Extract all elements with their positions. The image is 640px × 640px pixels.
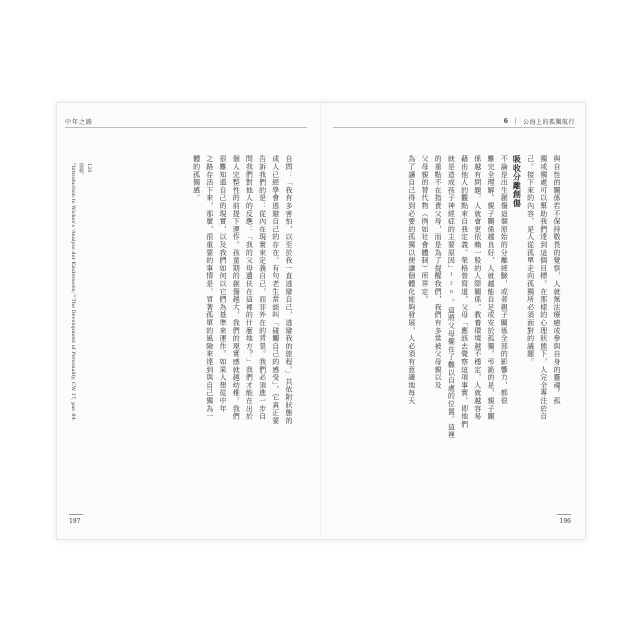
header-separator: | <box>514 118 517 125</box>
right-page-number: 196 <box>559 518 571 525</box>
left-footer-rule <box>69 514 83 515</box>
right-header-rule <box>333 127 575 128</box>
text-line: 問我們對他人的反應：「我的父母遺伕在這裡的什麼地方？」我們才能在出於 <box>245 155 254 421</box>
text-line: 告訴我們的是：從內在現實來定義自己，而非外在的背景。我們必須進一步自 <box>258 155 267 421</box>
footnote-source: 榮格， <box>78 163 84 178</box>
left-running-head: 中年之路 <box>65 119 94 126</box>
text-line: 很難知道自己的現實，以及我們如何以它們為基準來運作。如果人想從中年 <box>218 155 227 413</box>
right-running-head <box>504 117 575 126</box>
text-line: 之路存活下來，那麼，很重要的事情是，冒著孤單的風險來達到與自己獨為一 <box>205 155 214 421</box>
text-line: 個人完整性的前提下運作。孩童期的創傷越大，我們的現實感就越幼稚。我們 <box>232 155 241 421</box>
footnote-number: 120 <box>86 163 92 173</box>
book-spread <box>56 102 586 540</box>
left-header-rule <box>65 127 307 128</box>
footnote <box>69 163 93 421</box>
right-footer-rule <box>557 514 571 515</box>
left-page-text <box>189 155 295 437</box>
section-heading: 吸收分離創傷 <box>512 155 523 208</box>
chapter-title: 公海上的孤獨航行 <box>522 119 575 126</box>
chapter-number: 6 <box>503 118 509 125</box>
text-line: 體的孤獨感。 <box>192 155 201 202</box>
text-line: 與自性的關係若不保持敬畏的覺察，人就無法療癒或參與自身的靈魂。孤 <box>553 155 561 405</box>
text-line: 獨或獨處可以幫助我們達到這個目標。在那樣的心理狀態下，人完全專注於自 <box>539 155 548 421</box>
right-page-text <box>405 155 563 437</box>
text-line: 不論是出生創傷這個原始的分離經驗，或者親子關係全部的影響力，都很 <box>500 155 509 405</box>
left-page-number: 197 <box>69 518 81 525</box>
text-line: 係越有問題，人就會更依賴一般的人際關係，教養環境越不穩定，人就越容易 <box>473 155 482 421</box>
text-line: 的重點不在指責父母，而是為了提醒我們，我們有多常被父母親以及 <box>434 155 443 389</box>
book-gutter <box>320 103 322 539</box>
text-line: 藉由他人的觀點來自我定義。榮格曾寫道，父母「應該去覺察這項事實，即他們 <box>460 155 469 428</box>
text-line: 父母親的替代物（例如社會體制）所界定。 <box>420 155 429 304</box>
text-line: 為了讓自己得到必要的孤獨以便讓個體化能夠發展，人必須有意識地每天 <box>407 155 416 405</box>
text-line: 自問：「我有多害怕，以至於我一直逃避自己，逃避我的旅程。」共依附狀態的 <box>285 155 293 425</box>
text-line: 己。接下來的內容，是人從孤單走向孤獨所必須面對的議題。 <box>526 155 535 366</box>
footnote-text: "Introduction to Wickes's 'Analyse der Kinderseele,'" The Development of Personality, CW 17, par. 84. <box>70 163 76 422</box>
text-line: 難完全理解。親子關係越良好，人就越能自足或安於孤獨。弔詭的是，親子關 <box>486 155 495 421</box>
text-line: 成人已經學會逃避自己的存在。有句老生常談叫「碰觸自己的感受」，它真正要 <box>271 155 280 425</box>
text-line: 就是造成孩子神經症的主要原因」¹²⁰。這將父母擺在了難以自處的位置。這裡 <box>447 155 456 439</box>
